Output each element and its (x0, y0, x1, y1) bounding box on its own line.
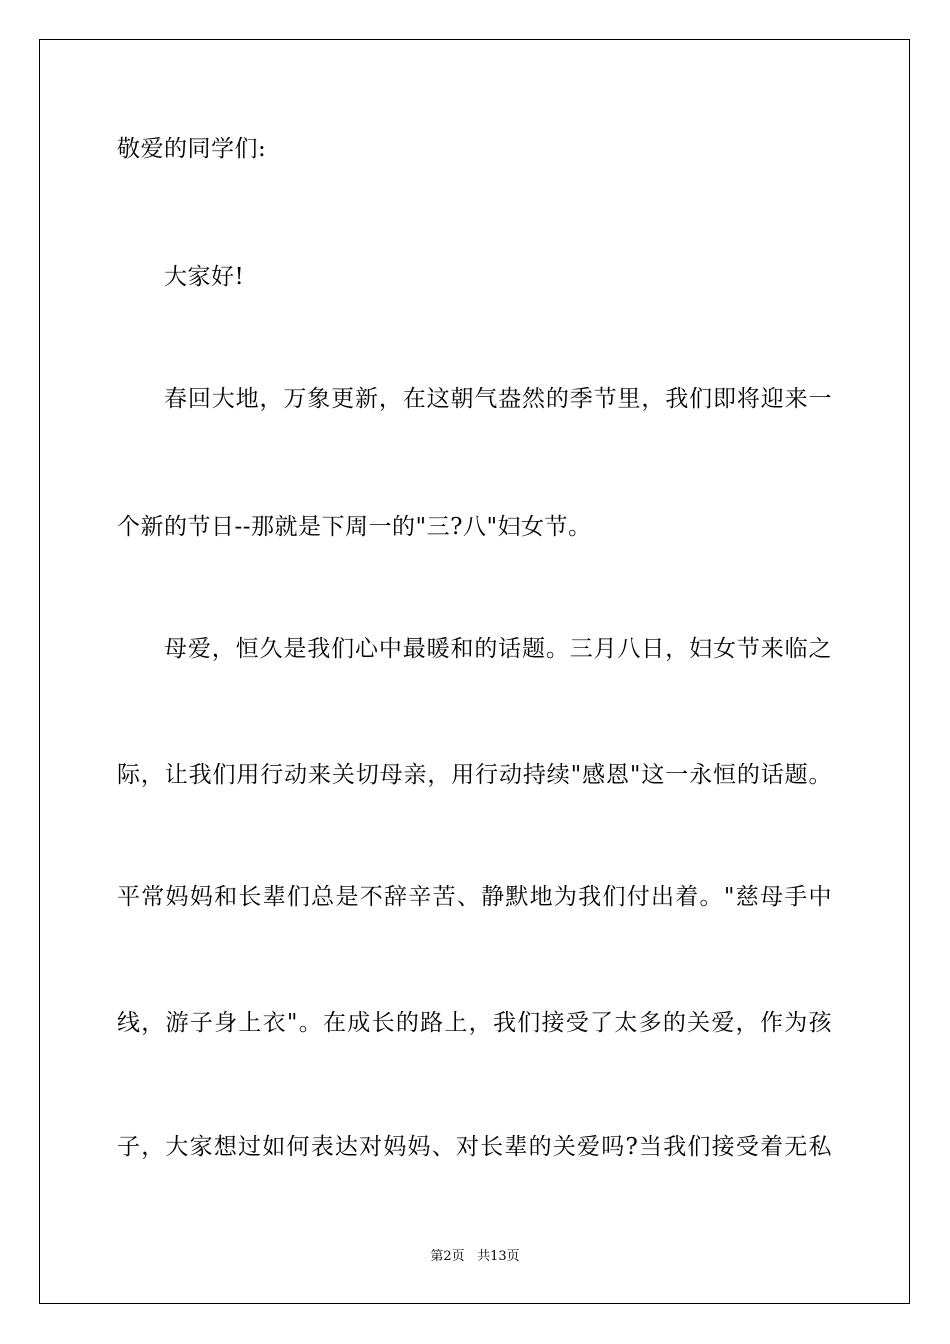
page-border (39, 39, 910, 1304)
paragraph-line: 线，游子身上衣"。在成长的路上，我们接受了太多的关爱，作为孩 (117, 1010, 832, 1036)
paragraph-line: 际，让我们用行动来关切母亲，用行动持续"感恩"这一永恒的话题。 (117, 762, 832, 788)
paragraph-line: 平常妈妈和长辈们总是不辞辛苦、静默地为我们付出着。"慈母手中 (117, 884, 832, 910)
page-total: 共13页 (477, 1249, 520, 1264)
salutation: 敬爱的同学们: (117, 136, 267, 162)
page-number: 第2页 (430, 1249, 465, 1264)
paragraph-line: 春回大地，万象更新，在这朝气盎然的季节里，我们即将迎来一 (164, 386, 832, 412)
greeting: 大家好! (164, 264, 245, 290)
paragraph-line: 个新的节日--那就是下周一的"三?八"妇女节。 (117, 514, 592, 540)
page-footer (0, 1248, 950, 1266)
paragraph-line: 子，大家想过如何表达对妈妈、对长辈的关爱吗?当我们接受着无私 (117, 1134, 832, 1160)
paragraph-line: 母爱，恒久是我们心中最暖和的话题。三月八日，妇女节来临之 (164, 636, 832, 662)
